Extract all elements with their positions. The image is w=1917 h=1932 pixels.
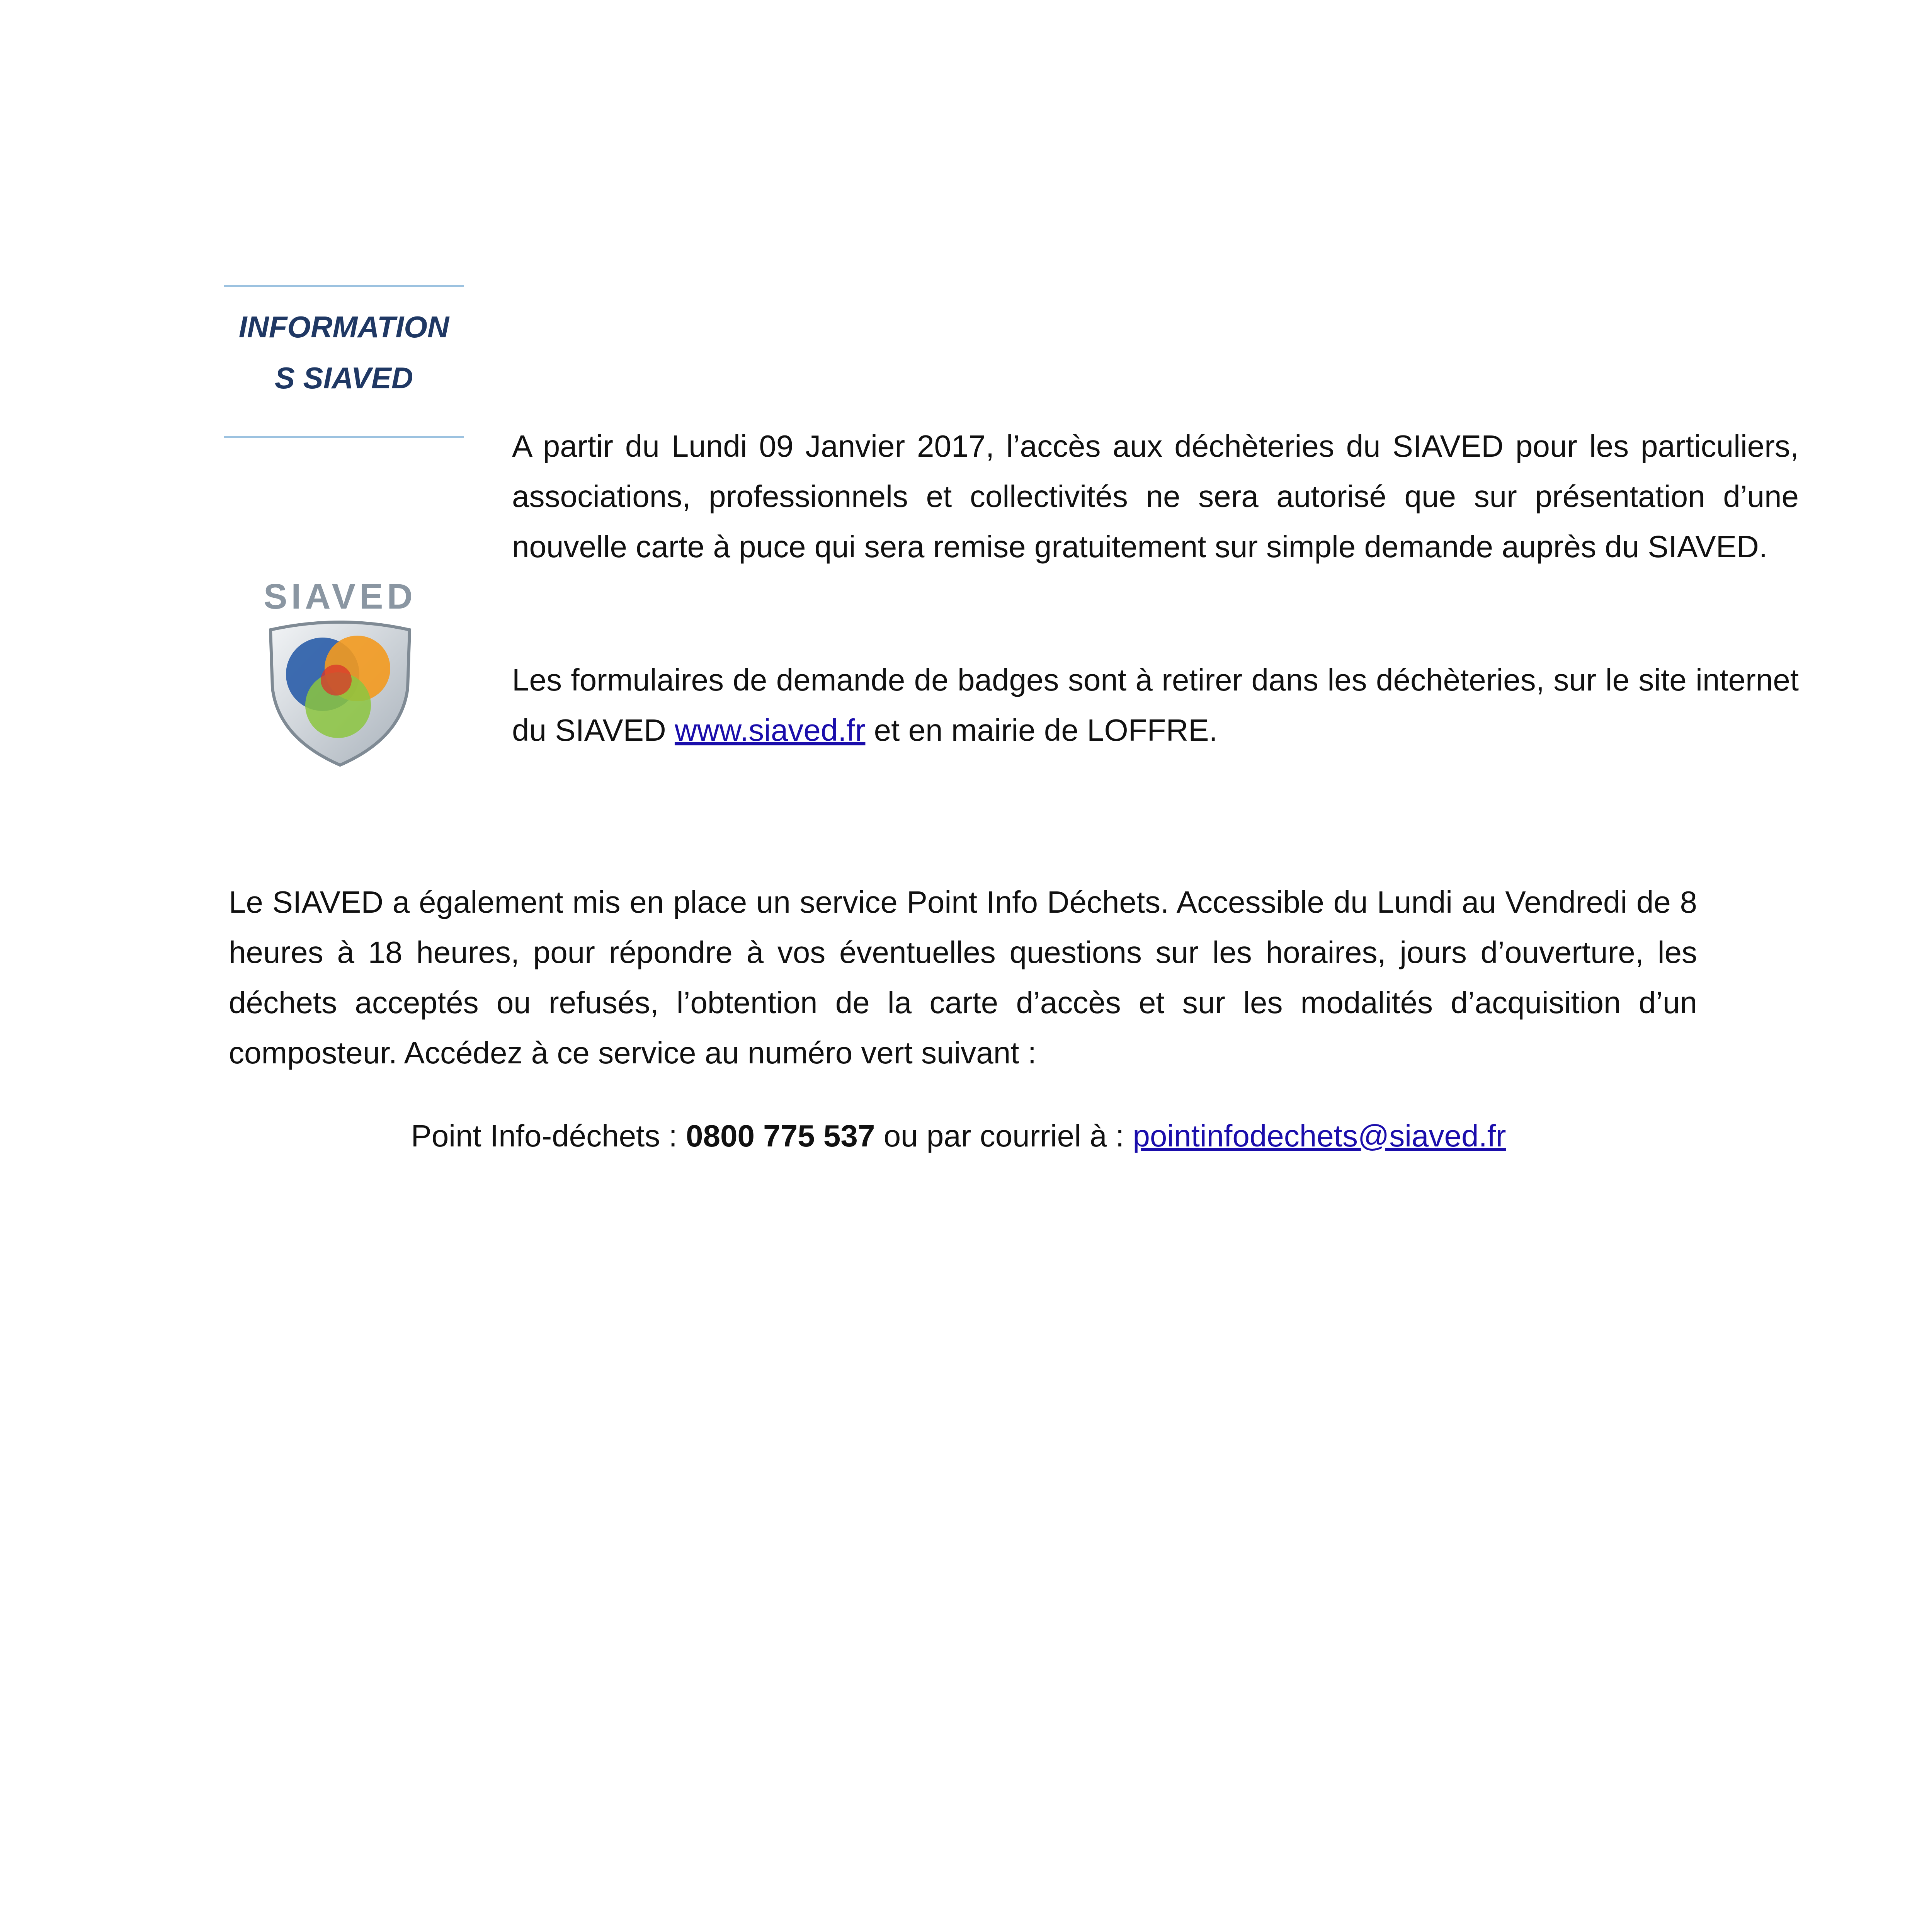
red-core-icon xyxy=(321,665,352,696)
contact-email-link[interactable]: pointinfodechets@siaved.fr xyxy=(1133,1119,1506,1153)
contact-label: Point Info-déchets : xyxy=(411,1119,686,1153)
contact-middle: ou par courriel à : xyxy=(875,1119,1133,1153)
contact-phone: 0800 775 537 xyxy=(685,1119,875,1153)
forms-text-after: et en mairie de LOFFRE. xyxy=(865,713,1218,747)
sidebar-title-line1: INFORMATION xyxy=(238,310,449,344)
siaved-logo xyxy=(255,572,425,769)
paragraph-forms xyxy=(512,655,1799,755)
paragraph-point-info: Le SIAVED a également mis en place un service Point Info Déchets. Accessible du Lundi au Vendredi de 8 heures à 18 heures, pour répondre à vos éventuelles questions sur les horaires, jours d’ouverture, les déchets acceptés ou refusés, l’obtention de la carte d’accès et sur les modalités d’acquisition d’un composteur. Accédez à ce service au numéro vert suivant : xyxy=(229,885,1697,1070)
sidebar-top-rule xyxy=(224,285,464,287)
sidebar-title-line2: S SIAVED xyxy=(274,361,413,395)
forms-text-before: Les formulaires de demande de badges sont à retirer dans les déchèteries, sur le site internet du SIAVED xyxy=(512,663,1799,747)
paragraph-access-card: A partir du Lundi 09 Janvier 2017, l’accès aux déchèteries du SIAVED pour les particuliers, associations, professionnels et collectivités ne sera autorisé que sur présentation d’une nouvelle carte à puce qui sera remise gratuitement sur simple demande auprès du SIAVED. xyxy=(512,429,1799,564)
siaved-website-link[interactable]: www.siaved.fr xyxy=(674,713,866,747)
sidebar-title xyxy=(216,301,471,403)
contact-line xyxy=(0,1111,1917,1161)
logo-wordmark: SIAVED xyxy=(264,577,417,616)
sidebar-bottom-rule xyxy=(224,436,464,438)
